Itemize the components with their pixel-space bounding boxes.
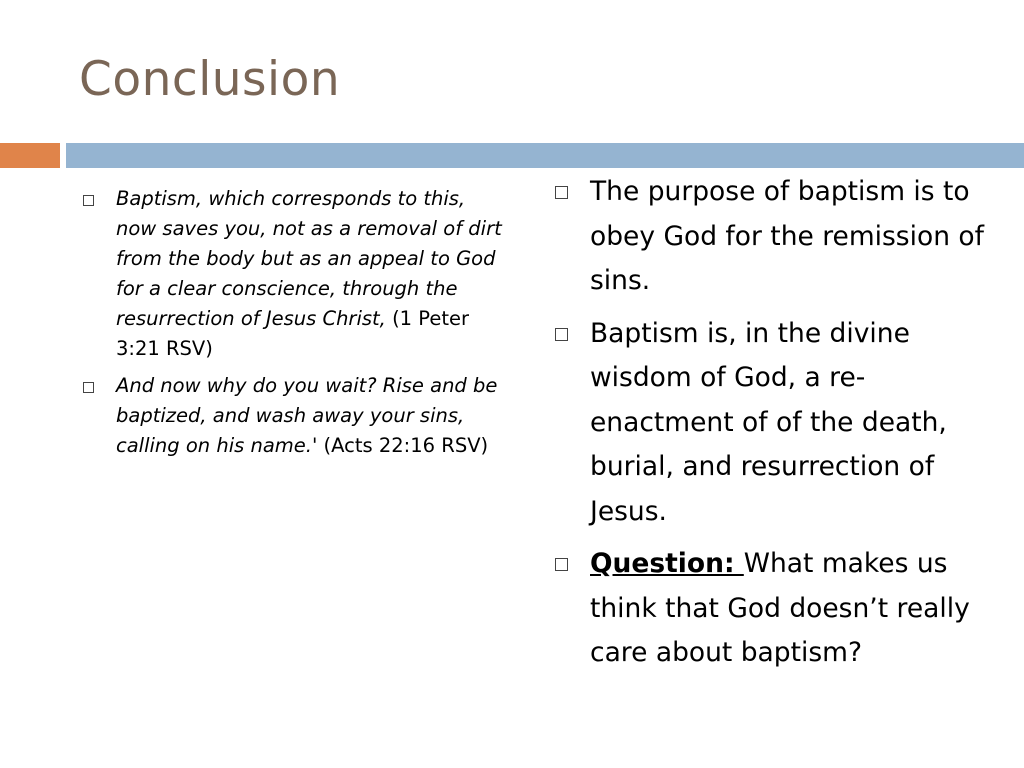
scripture-citation: ' (Acts 22:16 RSV) — [311, 434, 489, 457]
list-item — [83, 184, 508, 364]
list-item — [555, 312, 995, 535]
list-item — [555, 170, 995, 304]
question-text: What makes us think that God doesn’t really care about baptism? — [590, 548, 970, 668]
conclusion-points — [555, 170, 995, 684]
square-bullet-icon — [83, 195, 94, 206]
square-bullet-icon — [555, 186, 568, 199]
scripture-list — [83, 184, 508, 468]
question-label: Question: — [590, 548, 744, 579]
square-bullet-icon — [555, 328, 568, 341]
point-text: Baptism is, in the divine wisdom of God, a re-enactment of of the death, burial, and resurrection of Jesus. — [590, 317, 947, 527]
accent-bar — [0, 143, 60, 168]
header-band — [66, 143, 1024, 168]
list-item — [83, 371, 508, 461]
scripture-quote: Baptism, which corresponds to this, now saves you, not as a removal of dirt from the body but as an appeal to God for a clear conscience, through the resurrection of Jesus Christ, — [116, 187, 502, 330]
scripture-quote: And now why do you wait? Rise and be baptized, and wash away your sins, calling on his name. — [116, 374, 498, 457]
square-bullet-icon — [555, 558, 568, 571]
point-text: The purpose of baptism is to obey God for the remission of sins. — [590, 176, 984, 296]
scripture-citation: (1 Peter 3:21 RSV) — [116, 307, 470, 360]
list-item — [555, 542, 995, 676]
slide-title: Conclusion — [79, 52, 341, 107]
square-bullet-icon — [83, 382, 94, 393]
